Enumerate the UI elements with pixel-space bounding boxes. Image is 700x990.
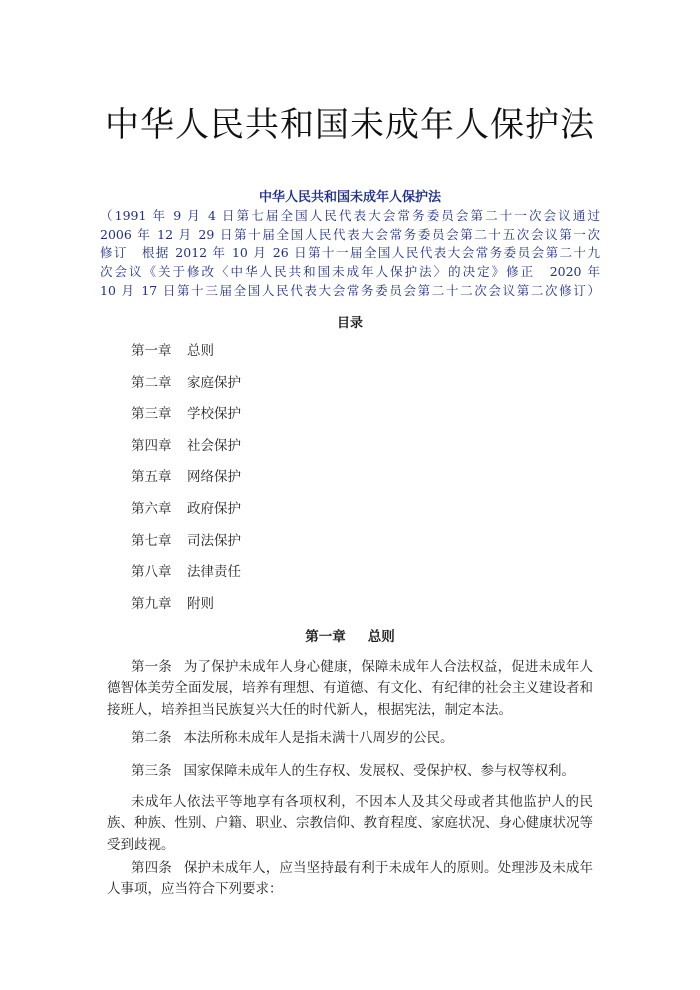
article-text: 保护未成年人，应当坚持最有利于未成年人的原则。处理涉及未成年人事项，应当符合下列要求： [107,860,593,898]
toc-chapter-number: 第六章 [131,500,172,517]
article-paragraph [107,792,593,856]
article-paragraph [107,728,593,749]
toc-chapter-name: 家庭保护 [187,374,241,391]
toc-item [131,372,241,404]
toc-chapter-name: 网络保护 [187,469,241,486]
toc-heading: 目录 [336,316,363,331]
toc-chapter-name: 学校保护 [187,406,241,423]
toc-chapter-number: 第一章 [131,343,172,359]
toc-item [131,561,241,593]
article-text: 本法所称未成年人是指未满十八周岁的公民。 [183,730,454,746]
article-paragraph [107,761,593,782]
toc-chapter-number: 第五章 [131,469,172,486]
article-text: 未成年人依法平等地享有各项权利，不因本人及其父母或者其他监护人的民族、种族、性别、户籍、职业、宗教信仰、教育程度、家庭状况、身心健康状况等受到歧视。 [107,794,593,853]
toc-chapter-name: 附则 [187,595,214,612]
law-subtitle: 中华人民共和国未成年人保护法 [258,190,441,205]
toc-chapter-name: 总则 [187,343,214,359]
toc-item [131,498,241,530]
article-text: 为了保护未成年人身心健康，保障未成年人合法权益，促进未成年人德智体美劳全面发展，培养有理想、有道德、有文化、有纪律的社会主义建设者和接班人，培养担当民族复兴大任的时代新人，根据宪法，制定本法。 [107,659,593,718]
article-paragraph [107,657,593,721]
chapter-number: 第一章 [305,629,346,645]
article-number: 第三条 [131,763,172,779]
toc-item [131,466,241,498]
chapter-name: 总则 [367,629,395,645]
toc-chapter-name: 政府保护 [187,500,241,517]
article-number: 第二条 [131,730,172,746]
history-line: 次会议《关于修改〈中华人民共和国未成年人保护法〉的决定》修正 2020 年 [100,264,600,280]
toc-chapter-name: 司法保护 [187,532,241,549]
toc-chapter-number: 第七章 [131,532,172,549]
toc-item [131,435,241,467]
history-line: 2006 年 12 月 29 日第十届全国人民代表大会常务委员会第二十五次会议第一次 [100,226,600,242]
article-text: 国家保障未成年人的生存权、发展权、受保护权、参与权等权利。 [183,763,575,779]
toc-chapter-number: 第四章 [131,437,172,454]
toc-item [131,530,241,562]
toc-item [131,593,241,625]
chapter-heading [0,627,700,647]
toc-chapter-number: 第二章 [131,374,172,391]
article-number: 第一条 [131,659,172,675]
toc-chapter-number: 第九章 [131,595,172,612]
toc-chapter-name: 法律责任 [187,564,241,581]
toc-item [131,340,241,372]
document-title: 中华人民共和国未成年人保护法 [105,105,595,145]
history-line: （1991 年 9 月 4 日第七届全国人民代表大会常务委员会第二十一次会议通过 [100,208,600,223]
amendment-history [100,207,600,301]
toc-item [131,403,241,435]
history-line: 修订 根据 2012 年 10 月 26 日第十一届全国人民代表大会常务委员会第二十九 [100,245,600,261]
toc-chapter-number: 第八章 [131,564,172,581]
article-paragraph [107,858,593,901]
history-line: 10 月 17 日第十三届全国人民代表大会常务委员会第二十二次会议第二次修订） [100,282,600,298]
toc-chapter-number: 第三章 [131,406,172,423]
article-number: 第四条 [131,860,172,876]
toc-chapter-name: 社会保护 [187,437,241,454]
table-of-contents [131,340,241,624]
